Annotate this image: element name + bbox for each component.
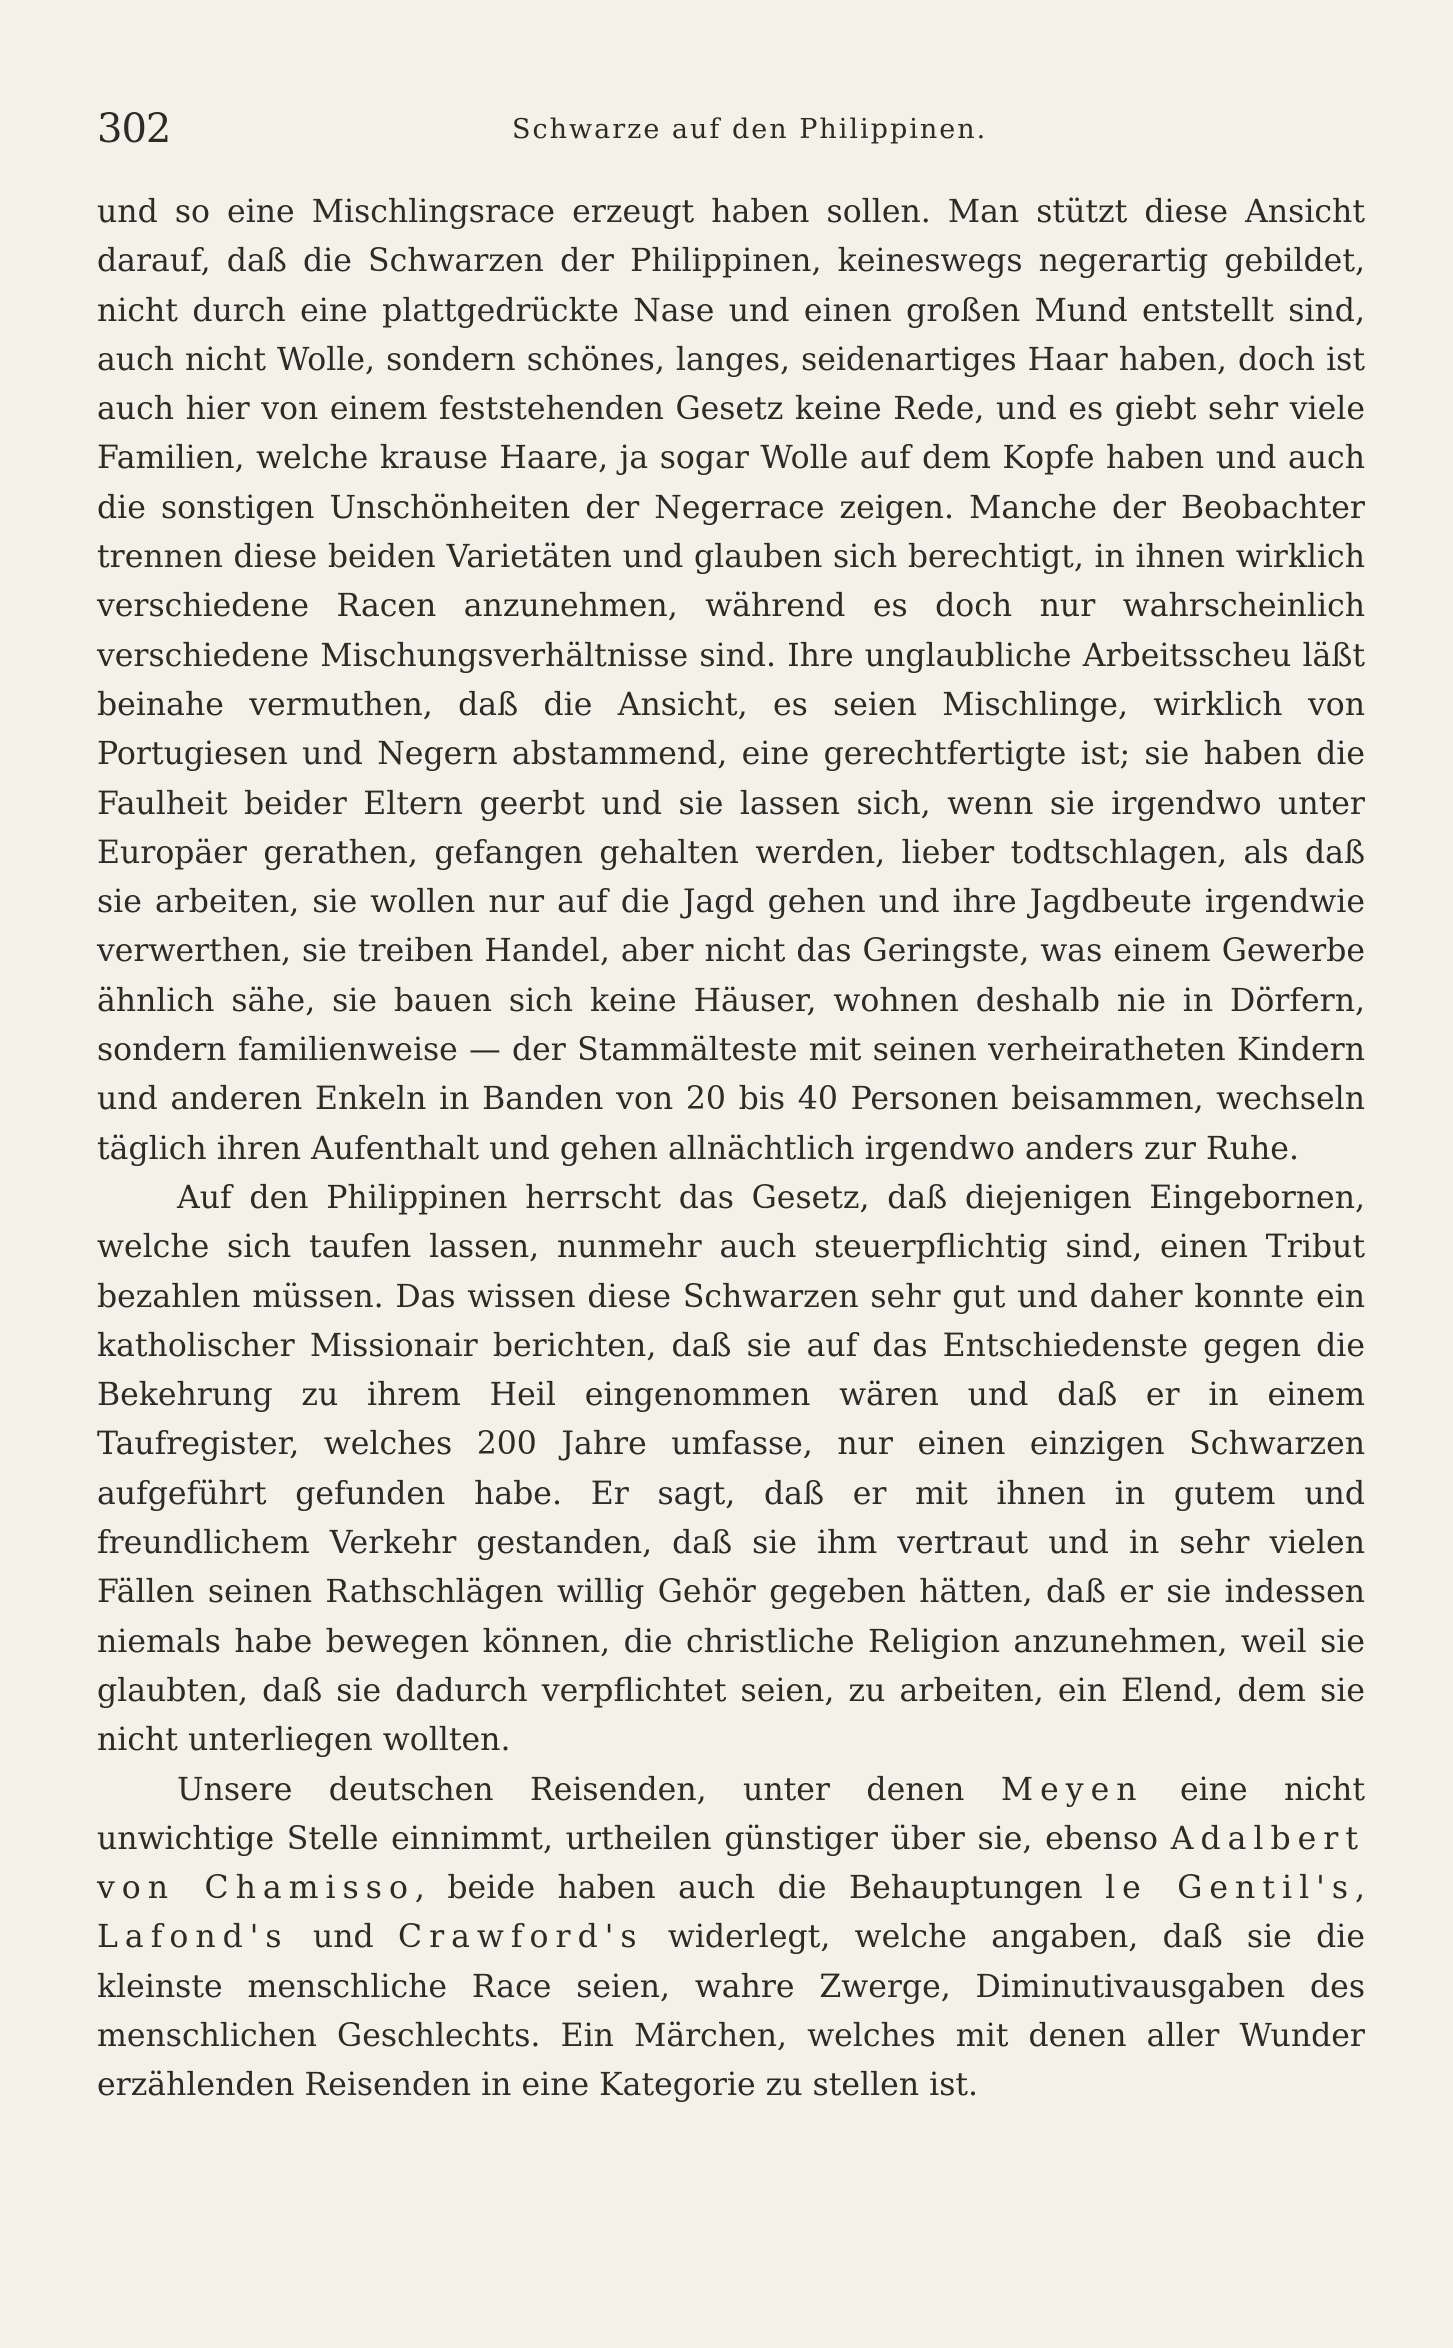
paragraph-3-tail: widerlegt, welche angaben, daß sie die kleinste menschliche Race seien, wahre Zwerge, Diminutivausgaben des menschlichen Geschlechts. Ein Märchen, welches mit denen aller Wunder erzählenden Reisenden in eine Kategorie zu stellen ist. <box>97 1919 1366 2104</box>
page-number: 302 <box>97 106 171 152</box>
page-header <box>97 104 1365 154</box>
name-gentil: le Gentil's <box>1105 1870 1355 1907</box>
body-text <box>97 188 1365 2111</box>
name-meyen: Meyen <box>1000 1771 1144 1808</box>
name-chamisso: Adalbert von Chamisso <box>97 1820 1365 1907</box>
running-title: Schwarze auf den Philippinen. <box>512 114 988 145</box>
paragraph-3-mid-1: eine nicht unwichtige Stelle einnimmt, urtheilen günstiger über sie, ebenso <box>97 1771 1365 1857</box>
paragraph-3 <box>97 1766 1365 2111</box>
paragraph-3-mid-2: , beide haben auch die Behauptungen <box>414 1870 1106 1907</box>
paragraph-3-lead: Unsere deutschen Reisenden, unter denen <box>177 1771 1001 1808</box>
name-crawford: Crawford's <box>397 1919 644 1956</box>
paragraph-3-mid-3: , <box>1354 1870 1365 1907</box>
paragraph-3-mid-4: und <box>288 1919 398 1956</box>
name-lafond: Lafond's <box>97 1919 289 1956</box>
paragraph-1: und so eine Mischlingsrace erzeugt haben sollen. Man stützt diese Ansicht darauf, daß die Schwarzen der Philippinen, keineswegs negerartig gebildet, nicht durch eine plattgedrückte Nase und einen großen Mund entstellt sind, auch nicht Wolle, sondern schönes, langes, seidenartiges Haar haben, doch ist auch hier von einem feststehenden Gesetz keine Rede, und es giebt sehr viele Familien, welche krause Haare, ja sogar Wolle auf dem Kopfe haben und auch die sonstigen Unschönheiten der Negerrace zeigen. Manche der Beobachter trennen diese beiden Varietäten und glauben sich berechtigt, in ihnen wirklich verschiedene Racen anzunehmen, während es doch nur wahrscheinlich verschiedene Mischungsverhältnisse sind. Ihre unglaubliche Arbeitsscheu läßt beinahe vermuthen, daß die Ansicht, es seien Mischlinge, wirklich von Portugiesen und Negern abstammend, eine gerechtfertigte ist; sie haben die Faulheit beider Eltern geerbt und sie lassen sich, wenn sie irgendwo unter Europäer gerathen, gefangen gehalten werden, lieber todtschlagen, als daß sie arbeiten, sie wollen nur auf die Jagd gehen und ihre Jagdbeute irgendwie verwerthen, sie treiben Handel, aber nicht das Geringste, was einem Gewerbe ähnlich sähe, sie bauen sich keine Häuser, wohnen deshalb nie in Dörfern, sondern familienweise — der Stammälteste mit seinen verheiratheten Kindern und anderen Enkeln in Banden von 20 bis 40 Personen beisammen, wechseln täglich ihren Aufenthalt und gehen allnächtlich irgendwo anders zur Ruhe. <box>97 194 1365 1167</box>
paragraph-2: Auf den Philippinen herrscht das Gesetz, daß diejenigen Eingebornen, welche sich taufen lassen, nunmehr auch steuerpflichtig sind, einen Tribut bezahlen müssen. Das wissen diese Schwarzen sehr gut und daher konnte ein katholischer Missionair berichten, daß sie auf das Entschiedenste gegen die Bekehrung zu ihrem Heil eingenommen wären und daß er in einem Taufregister, welches 200 Jahre umfasse, nur einen einzigen Schwarzen aufgeführt gefunden habe. Er sagt, daß er mit ihnen in gutem und freundlichem Verkehr gestanden, daß sie ihm vertraut und in sehr vielen Fällen seinen Rathschlägen willig Gehör gegeben hätten, daß er sie indessen niemals habe bewegen können, die christliche Religion anzunehmen, weil sie glaubten, daß sie dadurch verpflichtet seien, zu arbeiten, ein Elend, dem sie nicht unterliegen wollten. <box>97 1179 1365 1759</box>
